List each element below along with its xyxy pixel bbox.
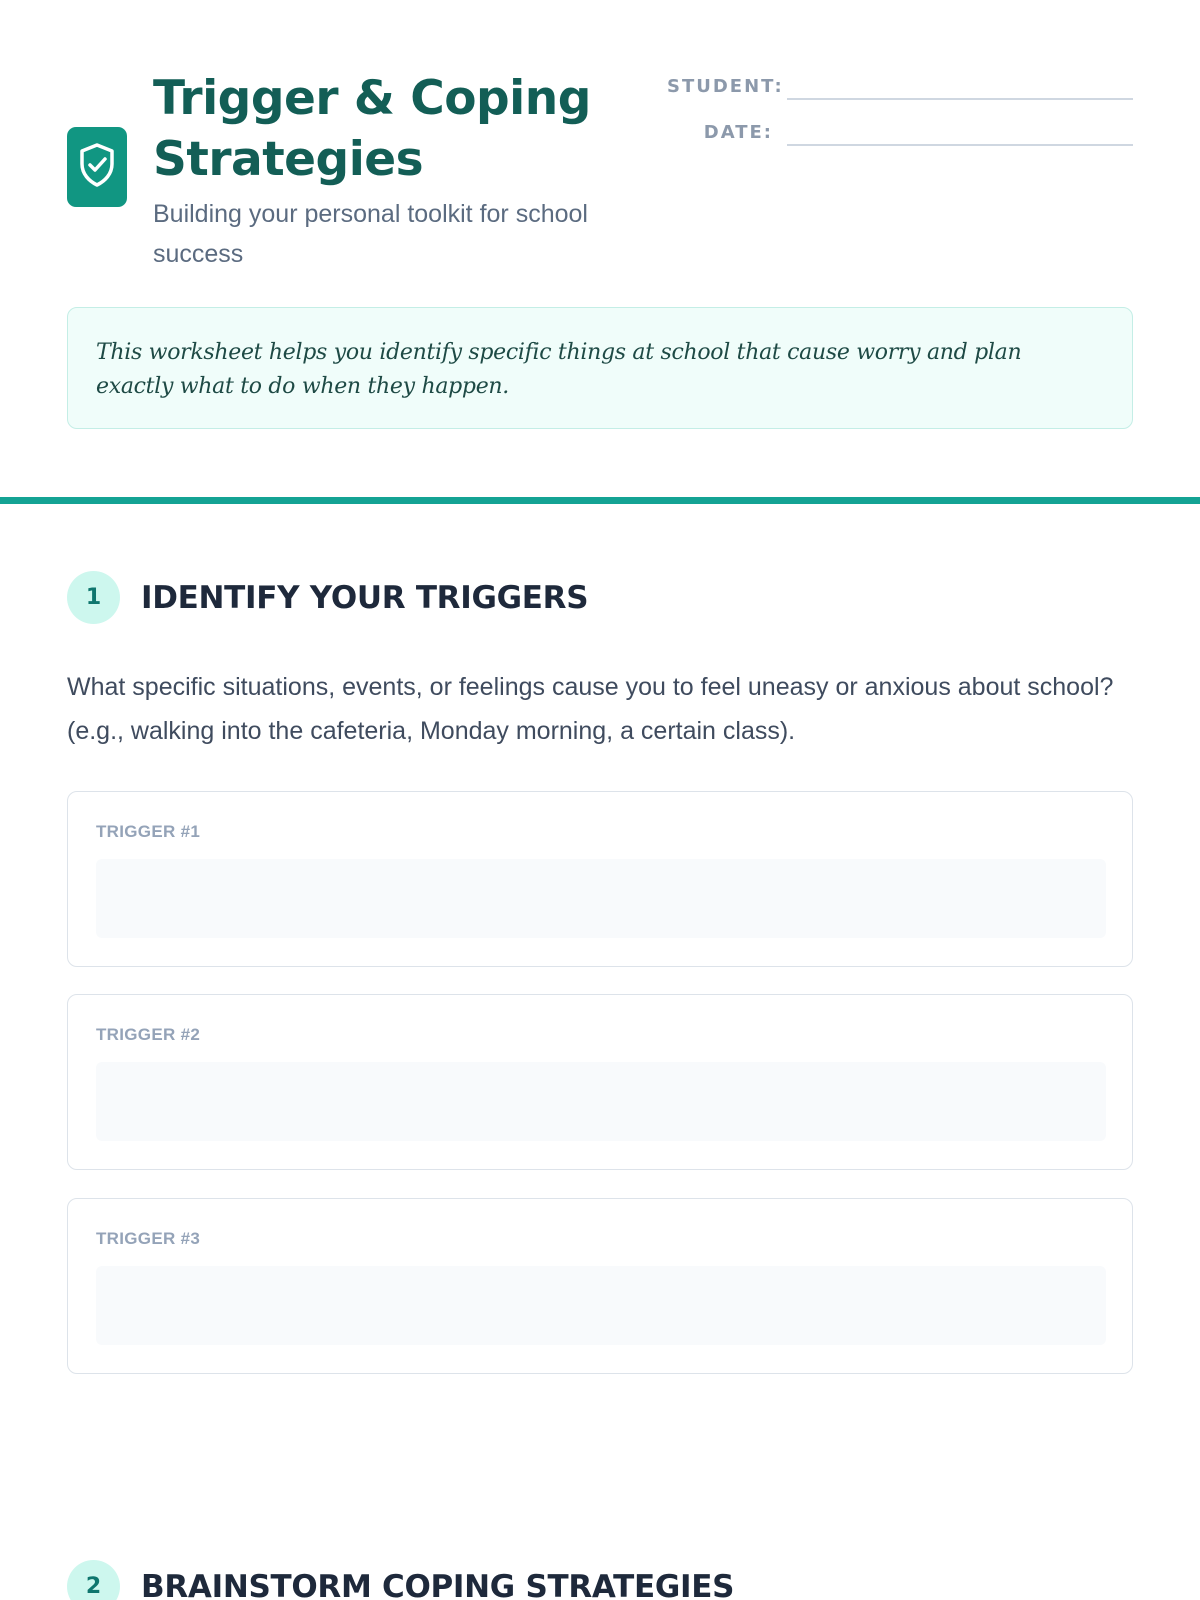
student-field[interactable] — [787, 68, 1133, 100]
worksheet-header — [67, 60, 1133, 270]
student-row — [667, 68, 1133, 100]
section-title: IDENTIFY YOUR TRIGGERS — [141, 579, 589, 616]
trigger-input-3[interactable] — [96, 1266, 1106, 1345]
section-2-header — [67, 1560, 734, 1600]
page-title: Trigger & Coping Strategies — [153, 71, 591, 187]
date-row — [667, 114, 1133, 146]
section-number-badge: 1 — [67, 571, 120, 624]
section-divider — [0, 497, 1200, 504]
student-meta — [667, 68, 1133, 160]
date-label: DATE: — [703, 122, 773, 143]
student-label: STUDENT: — [667, 76, 784, 97]
trigger-card-2 — [67, 994, 1133, 1170]
section-title: BRAINSTORM COPING STRATEGIES — [141, 1568, 735, 1600]
section-prompt: What specific situations, events, or feelings cause you to feel uneasy or anxious about school? (e.g., walking into the cafeteria, Monday morning, a certain class). — [67, 673, 1114, 745]
date-field[interactable] — [787, 114, 1133, 146]
trigger-card-3 — [67, 1198, 1133, 1374]
section-number-badge: 2 — [67, 1560, 120, 1600]
trigger-card-1 — [67, 791, 1133, 967]
title-block — [153, 68, 633, 274]
section-1-header — [67, 571, 588, 624]
shield-check-icon — [77, 142, 117, 193]
logo-badge — [67, 127, 127, 207]
trigger-label: TRIGGER #3 — [96, 1229, 201, 1248]
page-subtitle: Building your personal toolkit for school success — [153, 200, 588, 268]
trigger-label: TRIGGER #2 — [96, 1025, 201, 1044]
trigger-label: TRIGGER #1 — [96, 822, 201, 841]
trigger-input-1[interactable] — [96, 859, 1106, 938]
intro-callout: This worksheet helps you identify specific things at school that cause worry and plan exactly what to do when they happen. — [67, 307, 1133, 429]
trigger-input-2[interactable] — [96, 1062, 1106, 1141]
